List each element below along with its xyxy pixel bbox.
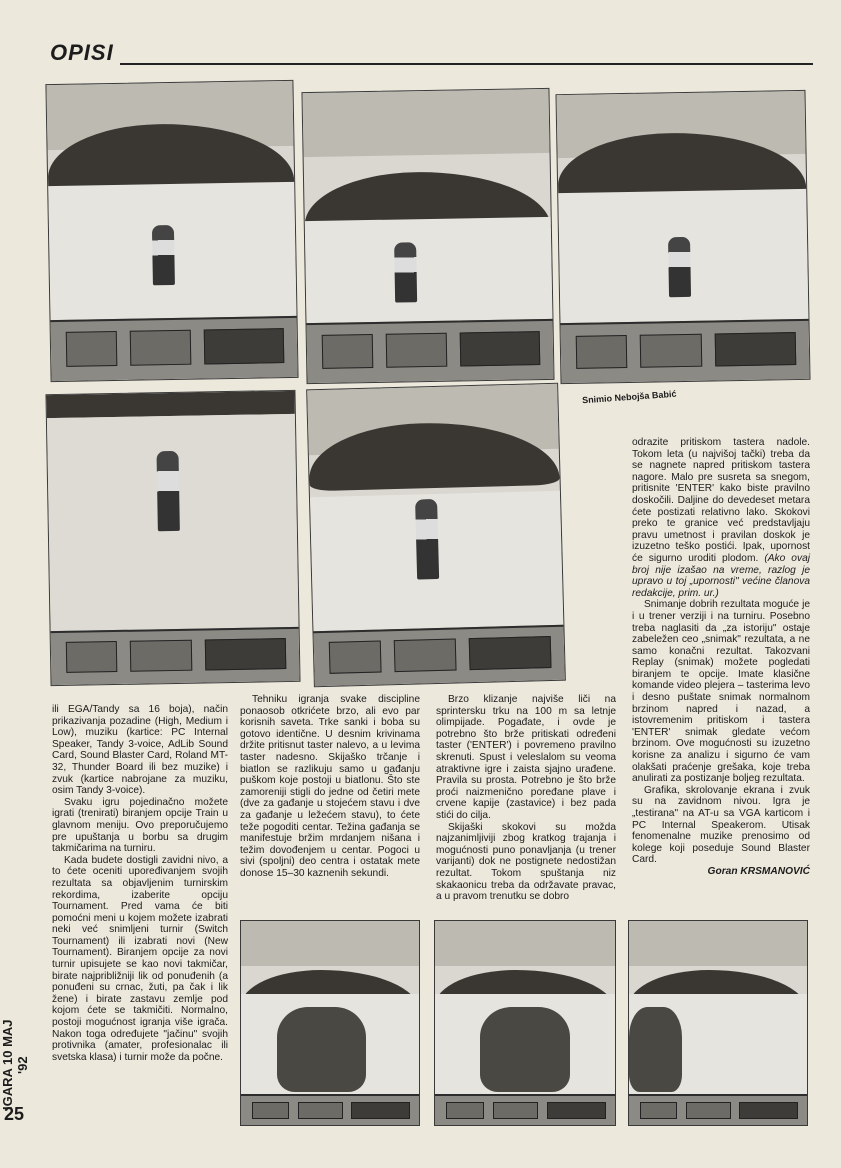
author-signature: Goran KRSMANOVIĆ <box>707 865 810 877</box>
game-screenshot-7 <box>434 920 616 1126</box>
paragraph: ili EGA/Tandy sa 16 boja), način prikazivanja pozadine (High, Medium i Low), muziku (kartice: PC Internal Speaker, Tandy 3-voice, AdLib Sound Card, Sound Blaster Card, Roland MT-32, Thunder Board ili bez muzike) i zvuk (kartice nabrojane za muziku, osim Tandy 3-voice). <box>52 704 228 797</box>
paragraph: Kada budete dostigli zavidni nivo, a to ćete oceniti upoređivanjem svojih rezultata sa objavljenim turnirskim rekordima, izaberite opciju Tournament. Pred vama će biti pomoćni meni u kojem možete izabrati neki već snimljeni turnir (Switch Tournament) ili izabrati novi (New Tournament). Biranjem opcije za novi turnir upisujete se kao novi takmičar, birate najpribližniji lik od ponuđenih (a ponuđeni su crnac, žuti, pa čak i lik žene) i birate zastavu zemlje pod kojom ćete se takmičiti. Normalno, postoji mogućnost igranja više igrača. Nakon toga određujete "jačinu" svojih protivnika (amater, profesionalac ili svetska klasa) i turnir može da počne. <box>52 854 228 1063</box>
photo-credit: Snimio Nebojša Babić <box>581 388 677 406</box>
editor-note: (Ako ovaj broj nije izašao na vreme, razlog je upravo u toj „upornosti" većine članova redakcije, prim. ur.) <box>632 552 811 599</box>
text-column-1 <box>52 704 228 1063</box>
section-title: OPISI <box>50 40 114 65</box>
paragraph: odrazite pritiskom tastera nadole. Tokom leta (u najvišoj tački) treba da se nagnete napred pritiskom tastera nagore. Malo pre susreta sa snegom, pritisnite 'ENTER' kako biste pravilno doskočili. Daljine do devedeset metara ćete postizati relativno lako. Skokovi preko te granice već predstavljaju pravu umetnost i pravilan doskok je izuzetno teško postići. Ipak, upornost će sigurno uroditi plodom. <box>632 437 810 564</box>
game-screenshot-4 <box>45 390 300 686</box>
paragraph: Tehniku igranja svake discipline ponaosob otkrićete brzo, ali evo par korisnih saveta. Trke sanki i boba su gotovo identične. U desnim krivinama držite pritisnut taster nalevo, a u levima taster nadesno. Skijaško trčanje i biatlon se razlikuju samo u gađanju puškom koje postoji u biatlonu. Što ste zamoreniji stigli do jedne od četiri mete (dve za gađanje u stojećem stavu i dve za gađanje u ležećem stavu), to ćete teže pogoditi centar. Težina gađanja se manifestuje bržim mrdanjem nišana i težim dovođenjem u centar. Pogoci u sivi (spoljni) deo centra i ostatak mete donose 15–30 kaznenih sekundi. <box>240 694 420 879</box>
paragraph: Grafika, skrolovanje ekrana i zvuk su na zavidnom nivou. Igra je „testirana" na AT-u sa VGA karticom i PC Internal Speakerom. Utisak fenomenalne muzike prenosimo od kolege koji poseduje Sound Blaster Card. <box>632 784 810 866</box>
game-screenshot-1 <box>45 80 298 382</box>
paragraph: Svaku igru pojedinačno možete igrati (trenirati) biranjem opcije Train u glavnom meniju. Ovo preporučujemo pre upuštanja u borbu sa drugim takmičarima na turniru. <box>52 796 228 855</box>
page-number: 25 <box>4 1104 25 1124</box>
paragraph: Brzo klizanje najviše liči na sprintersku trku na 100 m sa letnje olimpijade. Pogađate, i ovde je potrebno što brže pritiskati određeni taster ('ENTER') i povremeno pravilno skrenuti. Spust i veleslalom su veoma atraktivne igre i zaista sjajno urađene. Pravila su prosta. Potrebno je što brže proći naizmenično poređane plave i crvene kapije (zastavice) i bez pada stići do cilja. <box>436 694 616 821</box>
game-screenshot-6 <box>240 920 420 1126</box>
magazine-issue-label: IGARA 10 MAJ '92 <box>0 1019 30 1111</box>
paragraph: Skijaški skokovi su možda najzanimljiviji zbog kratkog trajanja i mogućnosti puno ponavljanja (u trener varijanti) dok ne postignete nedostižan rezultat. Tokom spuštanja niz skakaonicu treba da održavate pravac, a u pravom trenutku se dobro <box>436 821 616 903</box>
paragraph: Snimanje dobrih rezultata moguće je i u trener verziji i na turniru. Posebno treba naglasiti da „za istoriju" ostaje zabeležen ceo „snimak" rezultata, a ne samo konačni rezultat. Takozvani Replay (snimak) možete pogledati biranjem te opcije. Imate klasične komande video plejera – tasterima levo i desno puštate snimak normalnom brzinom napred i nazad, a istovremenim pritiskom i tastera 'ENTER' snimak gledate većom brzinom. Ove mogućnosti su izuzetno korisne za analizu i sigurno će vam olakšati praćenje grešaka, koje treba anulirati za postizanje boljeg rezultata. <box>632 599 810 785</box>
text-column-2 <box>240 694 420 880</box>
header-rule <box>120 63 813 65</box>
game-screenshot-3 <box>555 90 810 384</box>
text-column-3 <box>436 694 616 903</box>
game-screenshot-8 <box>628 920 808 1126</box>
game-screenshot-2 <box>301 88 554 384</box>
game-screenshot-5 <box>306 383 566 687</box>
text-column-4 <box>632 437 810 878</box>
